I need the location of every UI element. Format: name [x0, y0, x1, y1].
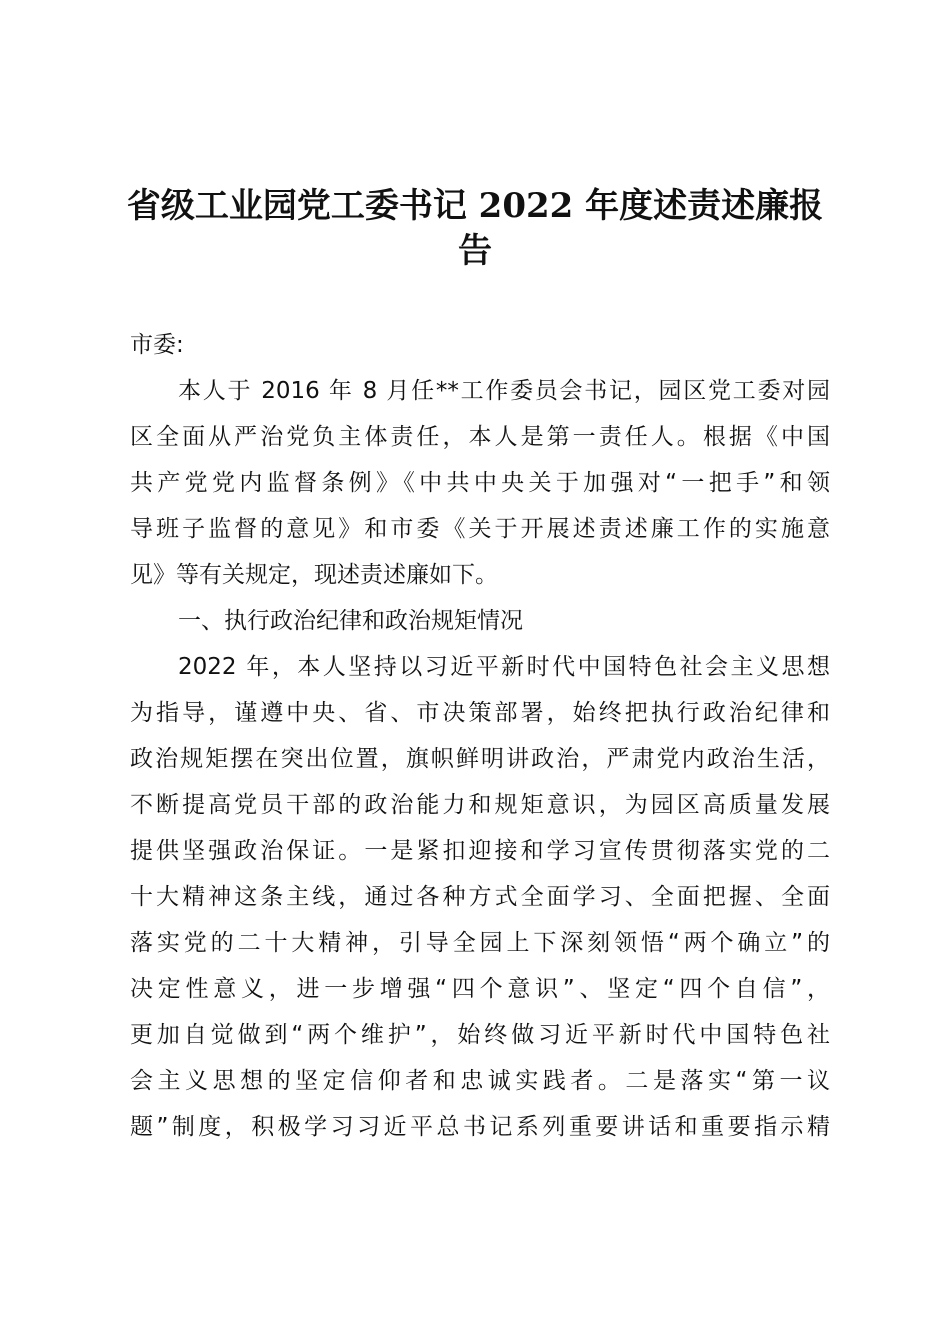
- salutation: 市委:: [130, 332, 184, 358]
- paragraph-line: 会主义思想的坚定信仰者和忠诚实践者。二是落实“第一议: [130, 1068, 830, 1094]
- paragraph-line: 更加自觉做到“两个维护”，始终做习近平新时代中国特色社: [130, 1022, 830, 1048]
- paragraph-line: 提供坚强政治保证。一是紧扣迎接和学习宣传贯彻落实党的二: [130, 838, 830, 864]
- paragraph-line: 题”制度，积极学习习近平总书记系列重要讲话和重要指示精: [130, 1114, 830, 1140]
- paragraph-line: 十大精神这条主线，通过各种方式全面学习、全面把握、全面: [130, 884, 830, 910]
- paragraph-line: 共产党党内监督条例》《中共中央关于加强对“一把手”和领: [130, 470, 830, 496]
- section-heading: 一、执行政治纪律和政治规矩情况: [178, 608, 523, 634]
- document-title-line-2: 告: [458, 231, 492, 271]
- paragraph-line: 2022 年，本人坚持以习近平新时代中国特色社会主义思想: [178, 654, 830, 680]
- paragraph-line: 导班子监督的意见》和市委《关于开展述责述廉工作的实施意: [130, 516, 830, 542]
- paragraph-line: 见》等有关规定，现述责述廉如下。: [130, 562, 498, 588]
- paragraph-line: 区全面从严治党负主体责任，本人是第一责任人。根据《中国: [130, 424, 830, 450]
- document-title-line-1: 省级工业园党工委书记 2022 年度述责述廉报: [126, 186, 824, 226]
- paragraph-line: 政治规矩摆在突出位置，旗帜鲜明讲政治，严肃党内政治生活，: [130, 746, 830, 772]
- paragraph-line: 落实党的二十大精神，引导全园上下深刻领悟“两个确立”的: [130, 930, 830, 956]
- paragraph-line: 不断提高党员干部的政治能力和规矩意识，为园区高质量发展: [130, 792, 830, 818]
- paragraph-line: 决定性意义，进一步增强“四个意识”、坚定“四个自信”，: [130, 976, 830, 1002]
- paragraph-line: 本人于 2016 年 8 月任**工作委员会书记，园区党工委对园: [178, 378, 830, 404]
- paragraph-line: 为指导，谨遵中央、省、市决策部署，始终把执行政治纪律和: [130, 700, 830, 726]
